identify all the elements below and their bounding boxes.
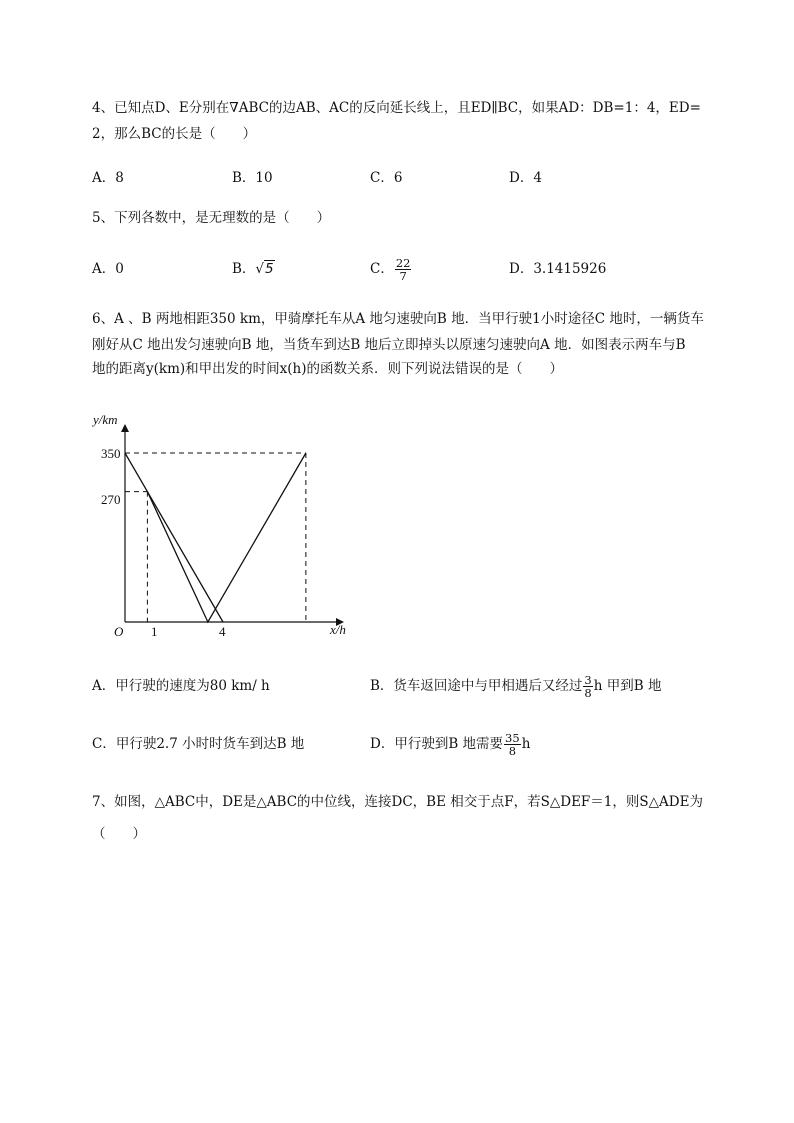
q5-stem: 5、下列各数中，是无理数的是（ ）: [92, 210, 331, 226]
series-line-0: [125, 453, 223, 622]
q6-option-b-fraction: [583, 674, 592, 699]
q6-option-a: A．甲行驶的速度为80 km/ h: [92, 678, 270, 694]
x-tick-4: 4: [219, 624, 226, 639]
q6-stem-line2: 刚好从C 地出发匀速驶向B 地，当货车到达B 地后立即掉头以原速匀速驶向A 地．如图表示两车与B: [92, 337, 686, 353]
q4-option-d: D．4: [509, 170, 542, 186]
y-axis-label: y/km: [93, 412, 118, 427]
q4-stem-line2: 2，那么BC的长是（ ）: [92, 126, 257, 142]
q6-option-d-denominator: 8: [508, 744, 517, 758]
graph-axes: [121, 424, 344, 626]
q5-option-c-numerator: 22: [395, 256, 411, 270]
q6-option-b: [370, 669, 661, 703]
q6-function-graph: [90, 405, 350, 645]
q5-option-a: A．0: [92, 261, 124, 277]
series-line-1: [147, 453, 305, 622]
q6-stem-line1: 6、A 、B 两地相距350 km，甲骑摩托车从A 地匀速驶向B 地．当甲行驶1小时途径C 地时，一辆货车: [92, 311, 704, 327]
q4-option-b: B．10: [232, 170, 273, 186]
q5-option-c-fraction: [395, 257, 412, 282]
q6-option-b-prefix: B．货车返回途中与甲相遇后又经过: [370, 678, 583, 694]
q5-option-b: [232, 259, 275, 279]
q5-option-d: D．3.1415926: [509, 261, 607, 277]
q6-option-b-denominator: 8: [584, 686, 592, 700]
q7-stem-line2: （ ）: [92, 826, 146, 842]
q5-option-b-prefix: B．: [232, 261, 256, 277]
q5-option-c-prefix: C．: [370, 261, 394, 277]
x-tick-1: 1: [151, 624, 158, 639]
q6-option-b-numerator: 3: [584, 673, 592, 687]
q6-option-b-suffix: h 甲到B 地: [593, 678, 662, 694]
origin-label: O: [114, 624, 124, 639]
y-axis-arrow: [121, 424, 129, 432]
q6-stem-line3: 地的距离y(km)和甲出发的时间x(h)的函数关系．则下列说法错误的是（ ）: [92, 361, 563, 377]
q4-option-c: C．6: [370, 170, 403, 186]
graph-lines: [125, 453, 306, 622]
q6-option-d: [370, 727, 530, 761]
q6-option-d-numerator: 35: [505, 731, 520, 745]
x-axis-label: x/h: [330, 622, 346, 637]
y-tick-270: 270: [101, 492, 121, 507]
q6-option-c: C．甲行驶2.7 小时时货车到达B 地: [92, 736, 305, 752]
q5-option-c: [370, 252, 412, 286]
y-tick-350: 350: [101, 446, 121, 461]
q4-stem-line1: 4、已知点D、E分别在∇ABC的边AB、AC的反向延长线上，且ED∥BC，如果AD：DB=1：4，ED=: [92, 100, 701, 116]
sqrt-symbol: √5: [255, 261, 274, 277]
q7-stem-line1: 7、如图，△ABC中，DE是△ABC的中位线，连接DC，BE 相交于点F，若S△DEF＝1，则S△ADE为: [92, 794, 703, 810]
q6-option-d-prefix: D．甲行驶到B 地需要: [370, 736, 504, 752]
q6-option-d-suffix: h: [521, 736, 531, 752]
q5-option-c-denominator: 7: [399, 269, 407, 283]
q4-option-a: A．8: [92, 170, 124, 186]
q6-option-d-fraction: [504, 732, 521, 757]
q5-option-b-radicand: 5: [265, 261, 274, 277]
